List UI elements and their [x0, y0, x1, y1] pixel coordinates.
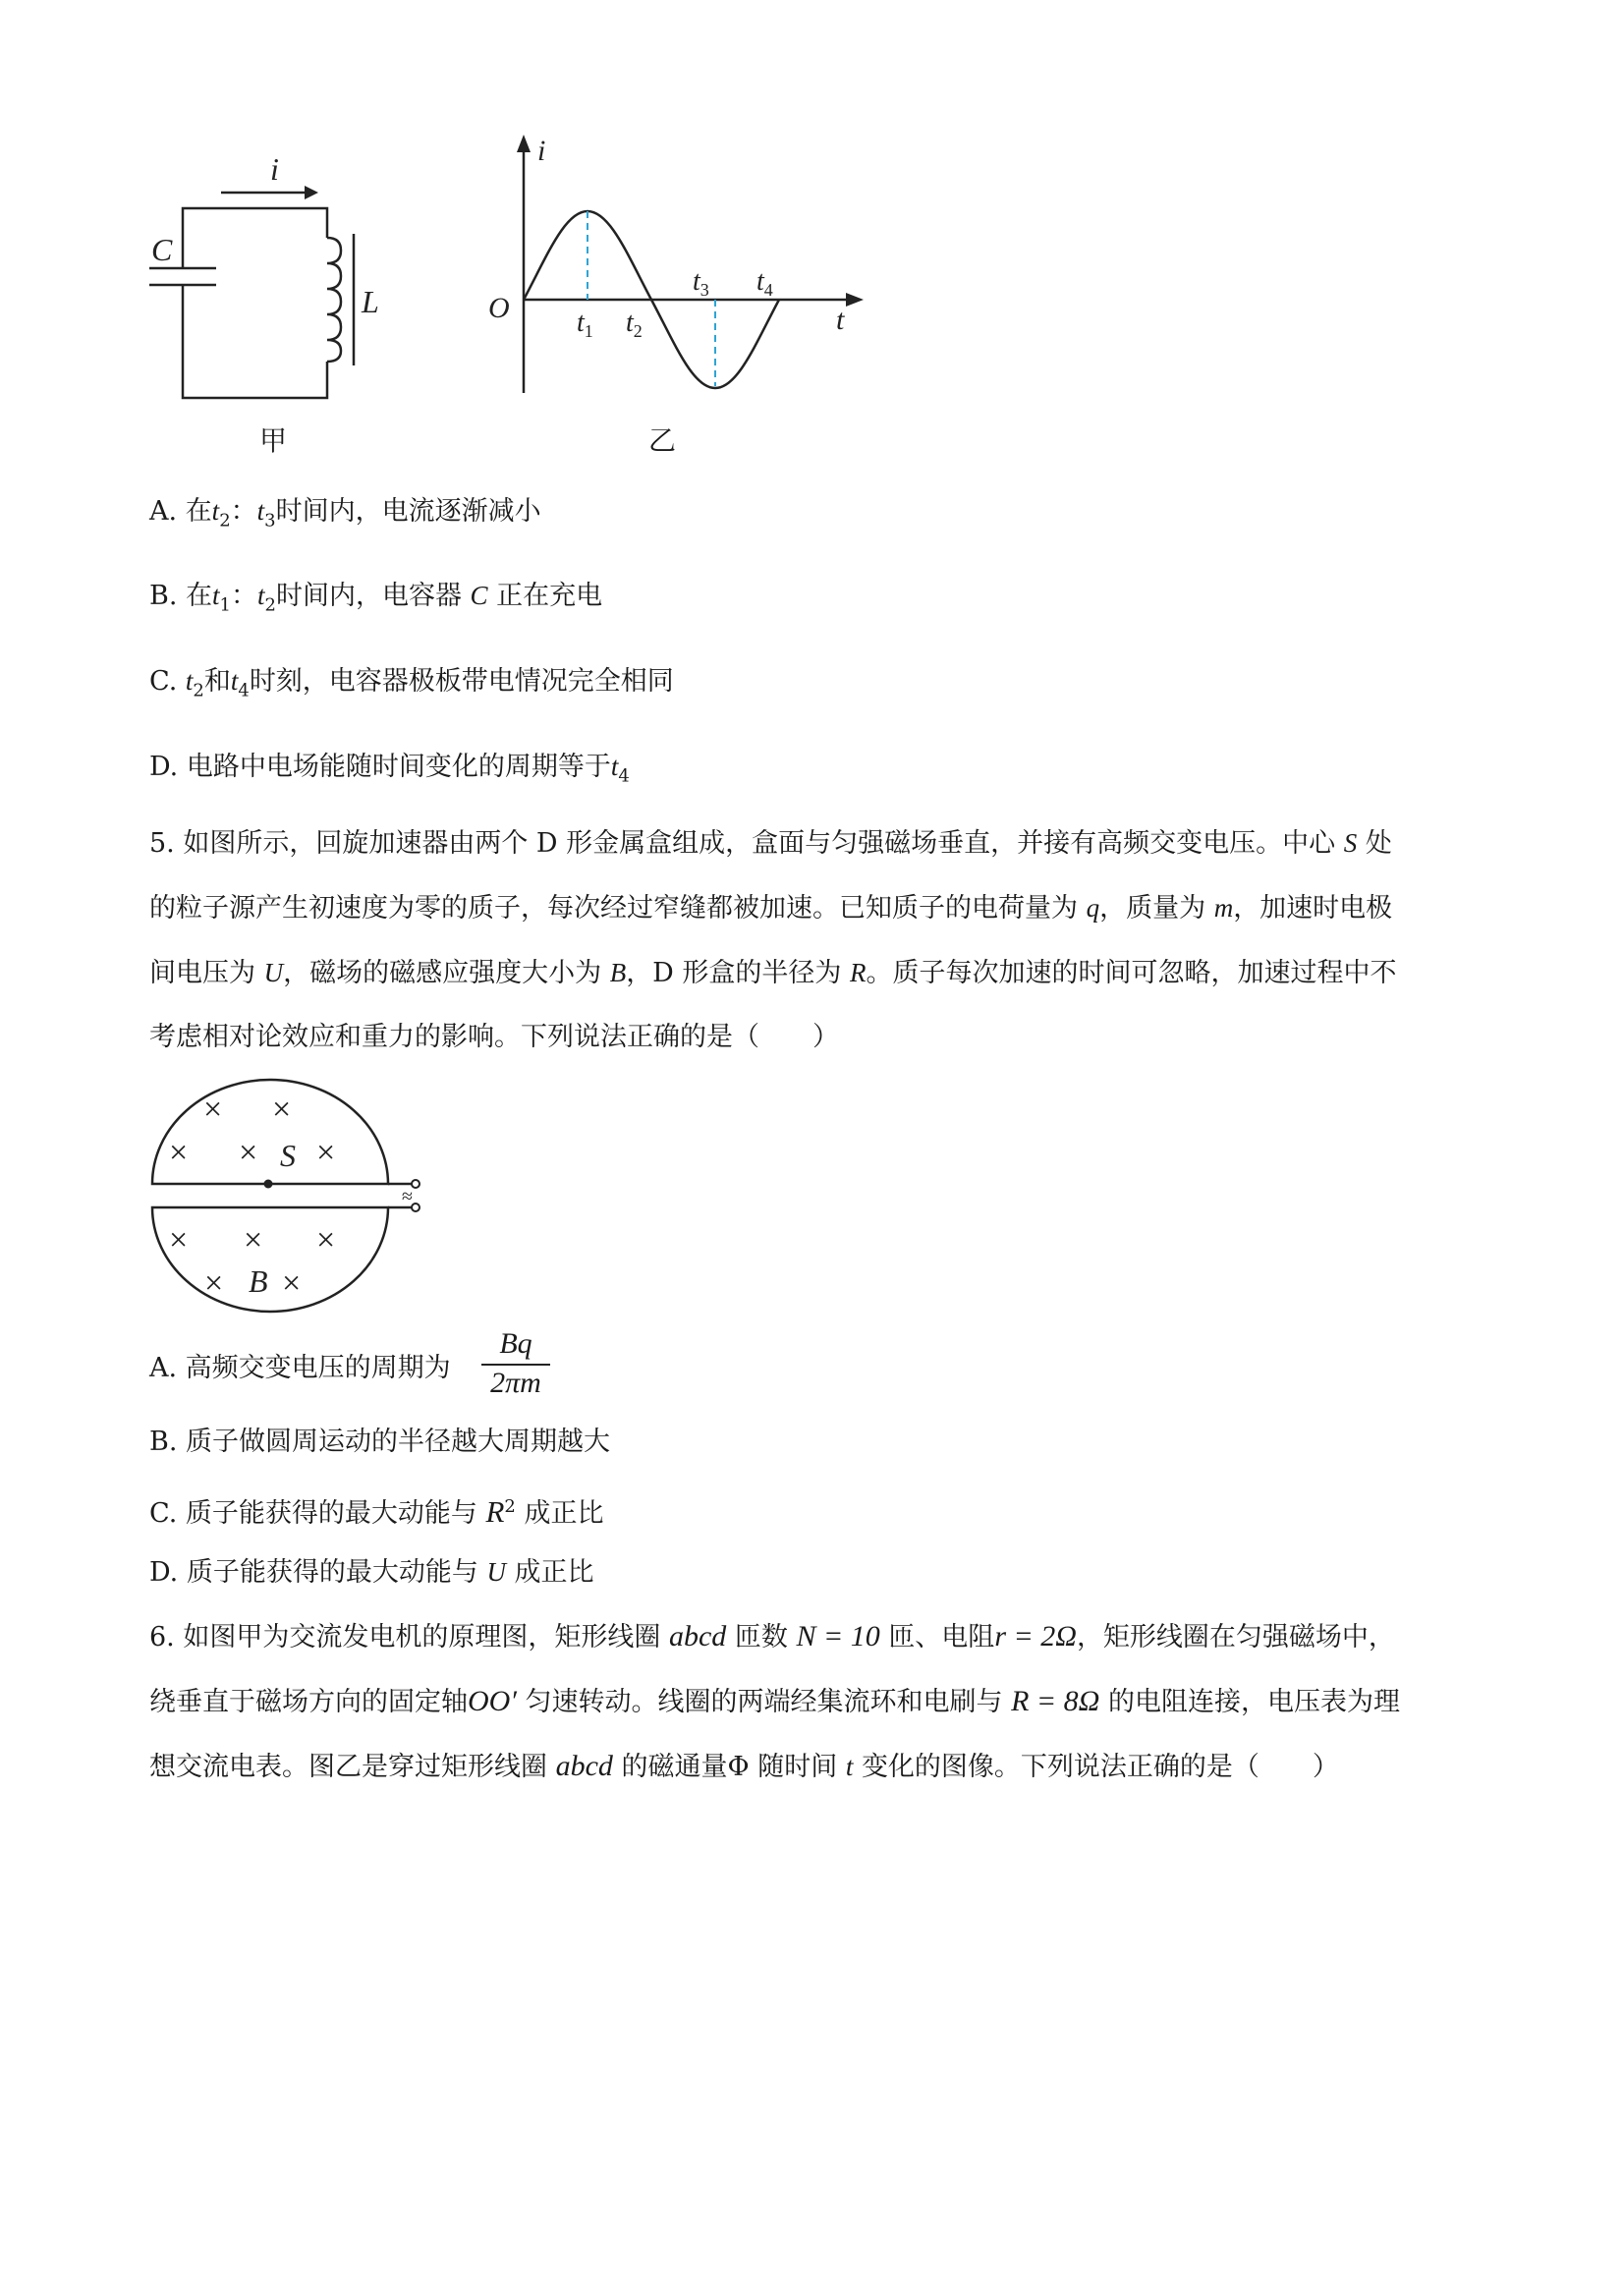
- x-axis-label: t: [836, 304, 845, 336]
- q6-stem-line-3: 想交流电表。图乙是穿过矩形线圈 abcd 的磁通量Φ 随时间 t 变化的图像。下列说法正确的是（ ）: [149, 1750, 1339, 1782]
- capacitor-label: C: [151, 232, 173, 267]
- source-label: S: [280, 1138, 296, 1173]
- field-mark: ×: [169, 1222, 189, 1259]
- inductor-label: L: [362, 284, 379, 319]
- lc-circuit-diagram: [138, 138, 413, 462]
- q5-option-b: B. 质子做圆周运动的半径越大周期越大: [149, 1427, 611, 1457]
- field-mark: ×: [244, 1222, 263, 1259]
- circuit-wire: [183, 285, 327, 398]
- field-label: B: [249, 1263, 268, 1299]
- q6-stem-line-2: 绕垂直于磁场方向的固定轴OO′ 匀速转动。线圈的两端经集流环和电刷与 R = 8Ω 的电阻连接，电压表为理: [149, 1685, 1400, 1717]
- figure-caption-jia: 甲: [259, 424, 288, 457]
- ac-symbol: ≈: [402, 1186, 413, 1207]
- field-mark: ×: [316, 1222, 336, 1259]
- q5-stem-line-4: 考虑相对论效应和重力的影响。下列说法正确的是（ ）: [149, 1022, 839, 1052]
- terminal: [412, 1180, 420, 1188]
- field-mark: ×: [203, 1092, 223, 1128]
- figure-caption-yi: 乙: [648, 424, 677, 457]
- q5-stem-line-1: 5. 如图所示，回旋加速器由两个 D 形金属盒组成，盒面与匀强磁场垂直，并接有高频交变电压。中心 S 处: [149, 828, 1392, 859]
- q5-stem-line-2: 的粒子源产生初速度为零的质子，每次经过窄缝都被加速。已知质子的电荷量为 q，质量为 m，加速时电极: [149, 893, 1393, 924]
- q5-stem-line-3: 间电压为 U，磁场的磁感应强度大小为 B，D 形盒的半径为 R。质子每次加速的时间可忽略，加速过程中不: [149, 958, 1397, 988]
- q5-option-c: C. 质子能获得的最大动能与 $R^2$ 成正比: [149, 1494, 604, 1529]
- current-label: i: [270, 151, 279, 187]
- field-mark: ×: [282, 1265, 302, 1302]
- q4-option-a: A. 在$t_2$：$t_3$时间内，电流逐渐减小: [149, 496, 541, 532]
- inductor-coil: [327, 238, 341, 362]
- t4-label: $t_4$: [756, 266, 773, 300]
- period-fraction: Bq 2πm: [481, 1326, 550, 1401]
- field-mark: ×: [272, 1092, 292, 1128]
- q4-option-b: B. 在$t_1$：$t_2$时间内，电容器 C 正在充电: [149, 581, 603, 616]
- field-mark: ×: [239, 1135, 258, 1171]
- y-axis-label: i: [537, 135, 546, 167]
- x-axis-arrow-icon: [846, 293, 864, 307]
- arrow-head-icon: [305, 186, 318, 199]
- q4-option-c: C. $t_2$和$t_4$时刻，电容器极板带电情况完全相同: [149, 666, 674, 701]
- field-mark: ×: [316, 1135, 336, 1171]
- y-axis-arrow-icon: [517, 135, 531, 152]
- q5-option-d: D. 质子能获得的最大动能与 U 成正比: [149, 1557, 594, 1588]
- q4-option-d: D. 电路中电场能随时间变化的周期等于$t_4$: [149, 752, 630, 787]
- field-mark: ×: [169, 1135, 189, 1171]
- field-mark: ×: [204, 1265, 224, 1302]
- current-time-graph: [486, 133, 869, 408]
- q6-stem-line-1: 6. 如图甲为交流发电机的原理图，矩形线圈 abcd 匝数 N = 10 匝、电阻r = 2Ω，矩形线圈在匀强磁场中，: [149, 1620, 1395, 1652]
- particle-source: [264, 1180, 273, 1189]
- terminal: [412, 1204, 420, 1211]
- q5-option-a: A. 高频交变电压的周期为: [149, 1353, 451, 1383]
- circuit-wire: [183, 208, 327, 268]
- t2-label: $t_2$: [626, 308, 643, 341]
- cyclotron-diagram: [142, 1076, 437, 1321]
- t3-label: $t_3$: [693, 266, 709, 300]
- origin-label: O: [488, 292, 510, 324]
- t1-label: $t_1$: [577, 308, 593, 341]
